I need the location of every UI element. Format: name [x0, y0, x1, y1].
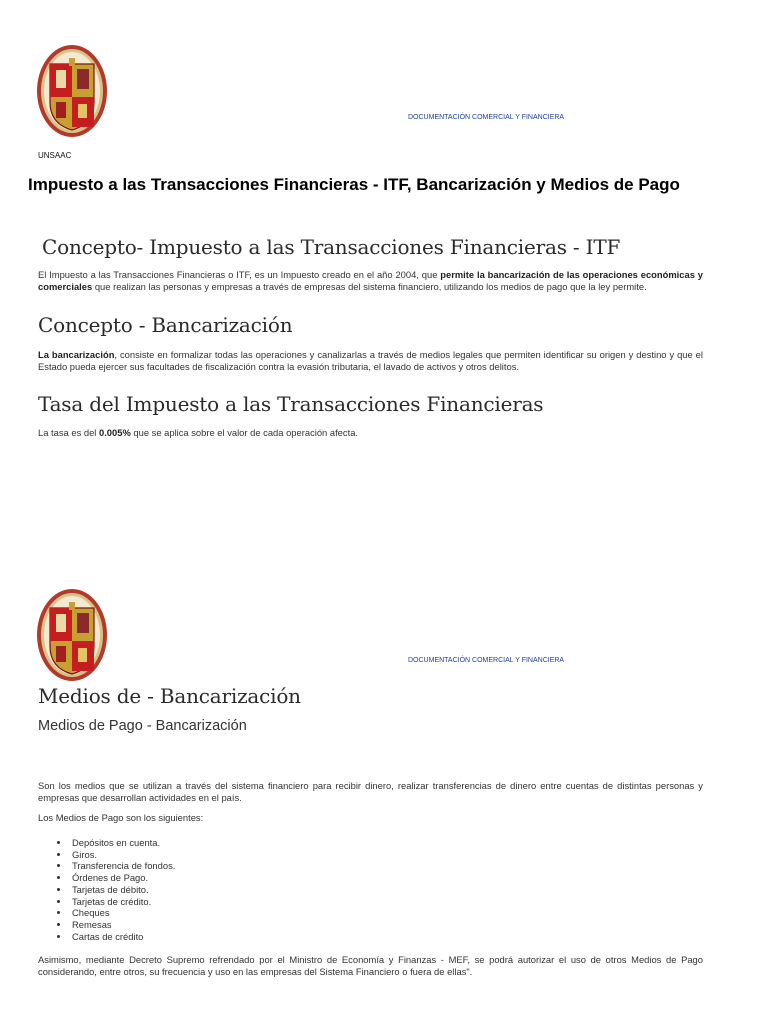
list-item: • Giros.: [70, 849, 438, 861]
payment-methods-list: [38, 837, 438, 942]
section-heading-bancarizacion: Concepto - Bancarización: [38, 313, 293, 337]
university-seal-icon: [36, 588, 108, 682]
list-item: • Remesas: [70, 919, 438, 931]
list-item: • Tarjetas de débito.: [70, 884, 438, 896]
subheading-medios-pago: Medios de Pago - Bancarización: [38, 718, 247, 734]
header-link[interactable]: DOCUMENTACIÓN COMERCIAL Y FINANCIERA: [408, 657, 565, 664]
list-item: • Cartas de crédito: [70, 931, 438, 943]
institution-label: UNSAAC: [38, 151, 72, 160]
section-heading-itf: Concepto- Impuesto a las Transacciones Financieras - ITF: [42, 235, 621, 259]
paragraph-bancarizacion: La bancarización, consiste en formalizar todas las operaciones y canalizarlas a través de medios legales que permiten identificar su origen y destino y que el Estado pueda ejercer sus facultades de fiscalización contra la evasión tributaria, el lavado de activos y otros delitos.: [38, 349, 703, 372]
paragraph-tasa: La tasa es del 0.005% que se aplica sobre el valor de cada operación afecta.: [38, 427, 359, 438]
section-heading-medios: Medios de - Bancarización: [38, 684, 301, 708]
university-seal-icon: [36, 44, 108, 138]
list-item: • Tarjetas de crédito.: [70, 896, 438, 908]
list-item: • Cheques: [70, 907, 438, 919]
paragraph-closing: Asimismo, mediante Decreto Supremo refrendado por el Ministro de Economía y Finanzas - MEF, se podrá autorizar el uso de otros Medios de Pago considerando, entre otros, su frecuencia y uso en las empresas del Sistema Financiero o fuera de ellas".: [38, 954, 703, 977]
list-item: • Órdenes de Pago.: [70, 872, 438, 884]
list-item: • Depósitos en cuenta.: [70, 837, 438, 849]
paragraph-list-intro: Los Medios de Pago son los siguientes:: [38, 812, 204, 823]
section-heading-tasa: Tasa del Impuesto a las Transacciones Financieras: [38, 392, 544, 416]
header-link[interactable]: DOCUMENTACIÓN COMERCIAL Y FINANCIERA: [408, 114, 565, 121]
paragraph-medios-intro: Son los medios que se utilizan a través del sistema financiero para recibir dinero, realizar transferencias de dinero entre cuentas de distintas personas y empresas que desarrollan actividades en el país.: [38, 780, 703, 803]
document-title: Impuesto a las Transacciones Financieras - ITF, Bancarización y Medios de Pago: [28, 175, 680, 194]
paragraph-itf: El Impuesto a las Transacciones Financieras o ITF, es un Impuesto creado en el año 2004, que permite la bancarización de las operaciones económicas y comerciales que realizan las personas y empresas a través de empresas del sistema financiero, utilizando los medios de pago que la ley permite.: [38, 269, 703, 292]
list-item: • Transferencia de fondos.: [70, 860, 438, 872]
